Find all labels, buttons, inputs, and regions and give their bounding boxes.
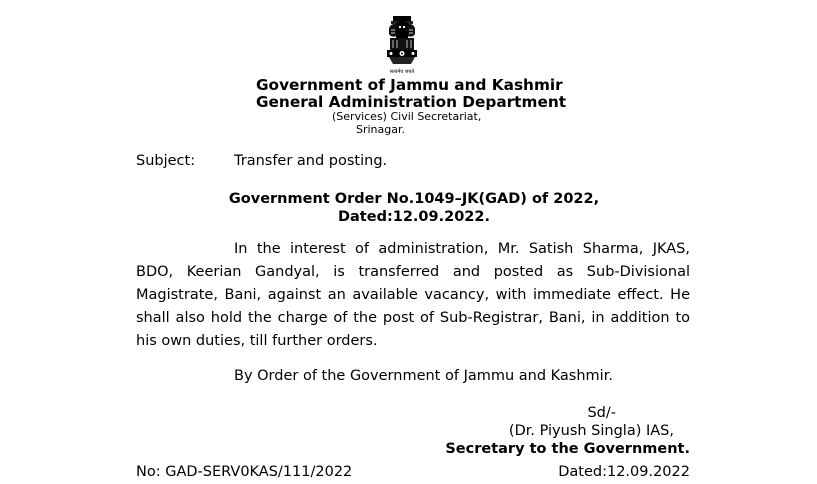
signature-sd: Sd/- — [587, 405, 616, 421]
signatory-name: (Dr. Piyush Singla) IAS, — [508, 423, 674, 439]
subject-label: Subject: — [136, 153, 196, 169]
order-number: Government Order No.1049–JK(GAD) of 2022, — [228, 191, 600, 207]
order-title — [207, 190, 621, 226]
government-title: Government of Jammu and Kashmir — [256, 76, 563, 94]
by-order-line: By Order of the Government of Jammu and Kashmir. — [234, 368, 613, 384]
signature-block — [445, 404, 690, 458]
signatory-designation: Secretary to the Government. — [445, 441, 690, 457]
subject-text: Transfer and posting. — [234, 153, 388, 169]
svg-text:सत्यमेव जयते: सत्यमेव जयते — [389, 69, 415, 75]
national-emblem-icon — [381, 14, 423, 78]
reference-number: No: GAD-SERV0KAS/111/2022 — [136, 464, 353, 480]
city-line: Srinagar. — [356, 123, 406, 136]
department-title: General Administration Department — [256, 93, 567, 111]
order-date: Dated:12.09.2022. — [337, 209, 490, 225]
office-line: (Services) Civil Secretariat, — [332, 110, 482, 123]
reference-date: Dated:12.09.2022 — [558, 464, 690, 480]
order-body: In the interest of administration, Mr. Satish Sharma, JKAS, BDO, Keerian Gandyal, is transferred and posted as Sub-Divisional Magistrate, Bani, against an available vacancy, with immediate effect. He shall also hold the charge of the post of Sub-Registrar, Bani, in addition to his own duties, till further orders. — [136, 241, 690, 349]
